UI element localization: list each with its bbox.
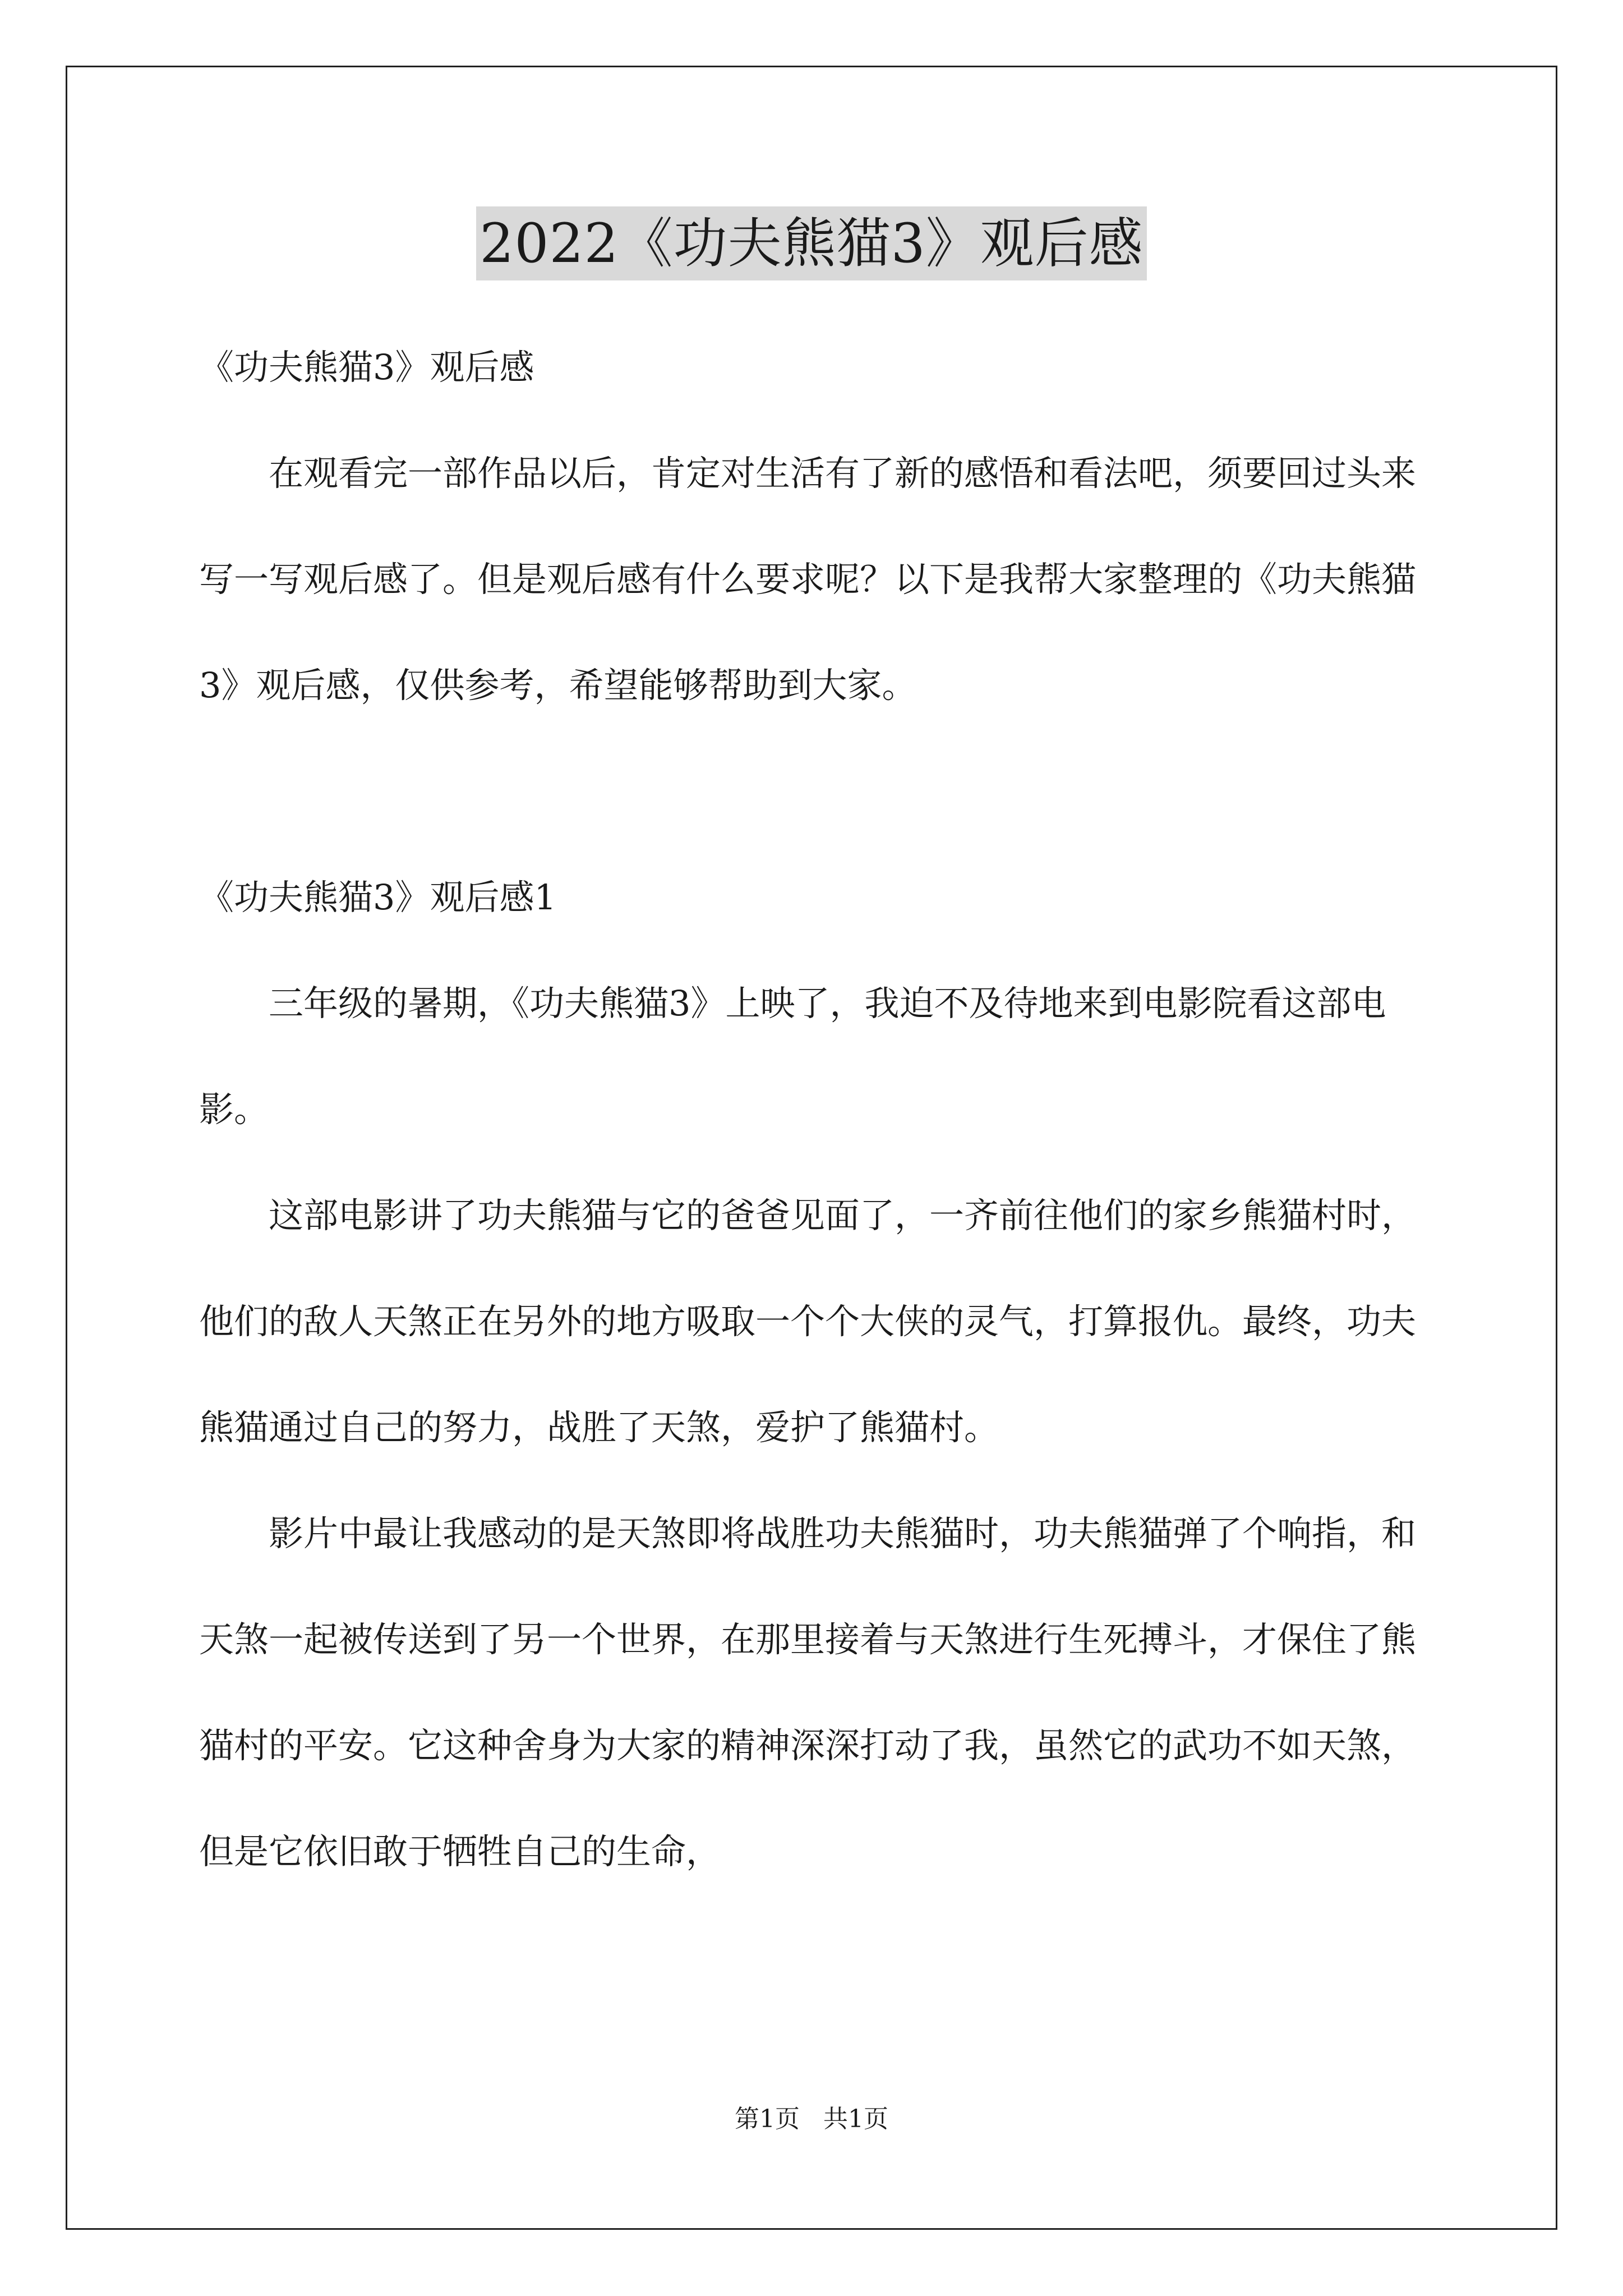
page-title: 2022《功夫熊猫3》观后感 — [476, 206, 1146, 280]
body-paragraph: 这部电影讲了功夫熊猫与它的爸爸见面了，一齐前往他们的家乡熊猫村时，他们的敌人天煞正在另外的地方吸取一个个大侠的灵气，打算报仇。最终，功夫熊猫通过自己的努力，战胜了天煞，爱护了熊猫村。 — [199, 1195, 1417, 1448]
section-spacer — [199, 738, 1433, 844]
section-heading: 《功夫熊猫3》观后感1 — [199, 877, 556, 918]
subtitle: 《功夫熊猫3》观后感 — [199, 347, 534, 388]
body-paragraph: 三年级的暑期，《功夫熊猫3》上映了，我迫不及待地来到电影院看这部电影。 — [199, 983, 1386, 1130]
document-body — [199, 314, 1433, 1904]
page-footer — [0, 2102, 1623, 2136]
page-number: 第1页 — [735, 2105, 800, 2133]
title-container — [0, 206, 1623, 280]
body-paragraph: 影片中最让我感动的是天煞即将战胜功夫熊猫时，功夫熊猫弹了个响指，和天煞一起被传送到了另一个世界，在那里接着与天煞进行生死搏斗，才保住了熊猫村的平安。它这种舍身为大家的精神深深打动了我，虽然它的武功不如天煞，但是它依旧敢于牺牲自己的生命， — [199, 1513, 1417, 1872]
intro-paragraph: 在观看完一部作品以后，肯定对生活有了新的感悟和看法吧，须要回过头来写一写观后感了。但是观后感有什么要求呢？以下是我帮大家整理的《功夫熊猫3》观后感，仅供参考，希望能够帮助到大家。 — [199, 453, 1417, 706]
page-count: 共1页 — [823, 2105, 888, 2133]
